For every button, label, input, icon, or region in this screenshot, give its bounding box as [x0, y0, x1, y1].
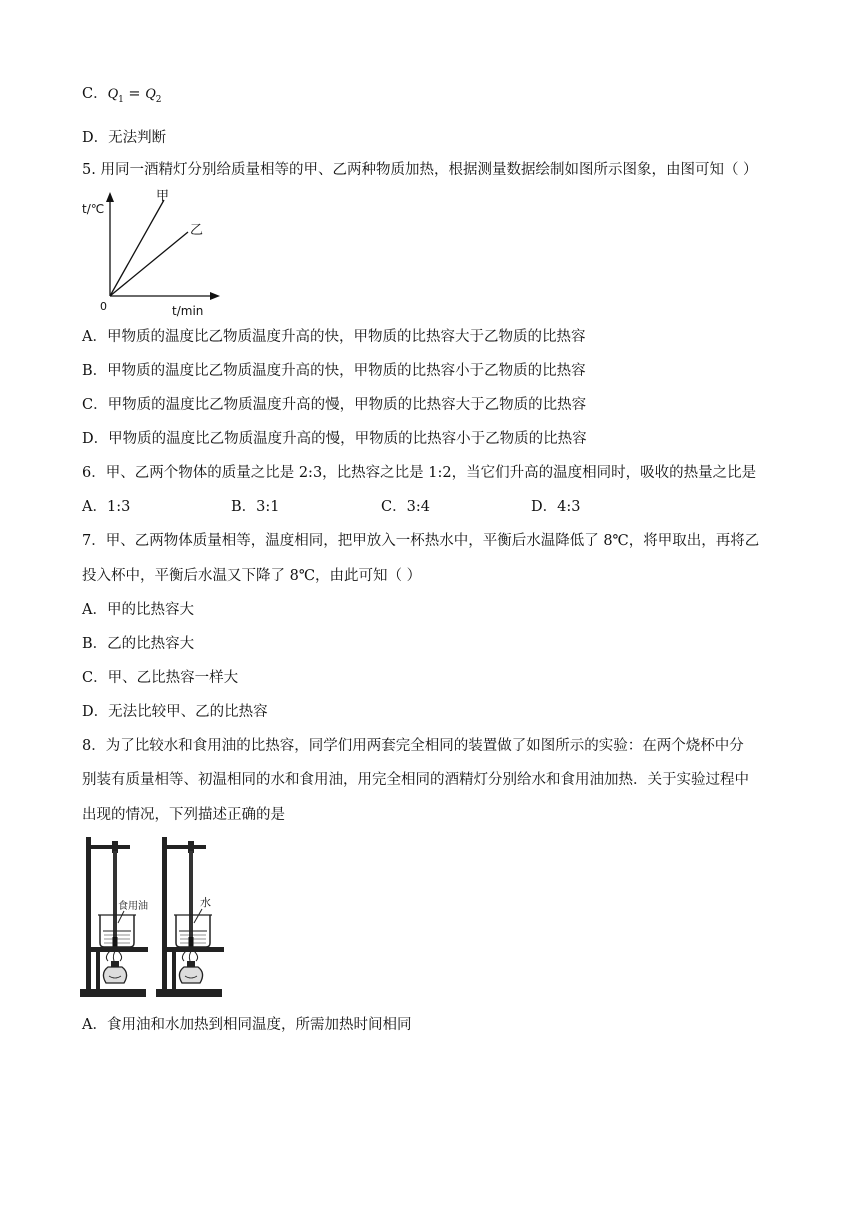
q7-option-c: C．甲、乙比热容一样大	[82, 670, 239, 686]
graph-xlabel: t/min	[172, 304, 204, 318]
q8-stem-line2: 别装有质量相等、初温相同的水和食用油，用完全相同的酒精灯分别给水和食用油加热．关于实验过程中	[82, 772, 749, 788]
q7-option-d: D．无法比较甲、乙的比热容	[82, 704, 268, 720]
q6-option-c: C．3:4	[381, 499, 430, 515]
line-yi	[110, 232, 188, 296]
line-jia	[110, 200, 164, 296]
q6-stem: 6．甲、乙两个物体的质量之比是 2:3，比热容之比是 1:2，当它们升高的温度相同时，吸收的热量之比是	[82, 465, 757, 481]
q5-stem: 5. 用同一酒精灯分别给质量相等的甲、乙两种物质加热，根据测量数据绘制如图所示图象，由图可知（ ）	[82, 162, 758, 178]
q5-option-c: C．甲物质的温度比乙物质温度升高的慢，甲物质的比热容大于乙物质的比热容	[82, 397, 587, 413]
q4-option-c: C．$Q_1 = Q_2$	[82, 86, 162, 105]
q6-option-b: B．3:1	[231, 499, 280, 515]
q7-option-b: B．乙的比热容大	[82, 636, 195, 652]
y-axis-arrow	[106, 192, 114, 202]
apparatus-water	[156, 837, 224, 997]
q8-stem-line1: 8．为了比较水和食用油的比热容，同学们用两套完全相同的装置做了如图所示的实验：在两个烧杯中分	[82, 738, 744, 754]
q7-stem-line2: 投入杯中，平衡后水温又下降了 8℃，由此可知（ ）	[82, 568, 422, 584]
graph-label-yi: 乙	[190, 223, 204, 238]
label-water: 水	[200, 896, 211, 909]
q5-temperature-time-graph	[80, 186, 230, 321]
graph-label-jia: 甲	[156, 189, 170, 204]
q7-stem-line1: 7．甲、乙两物体质量相等，温度相同，把甲放入一杯热水中，平衡后水温降低了 8℃，将甲取出，再将乙	[82, 533, 760, 549]
x-axis-arrow	[210, 292, 220, 300]
q6-option-d: D．4:3	[531, 499, 581, 515]
label-oil: 食用油	[118, 901, 148, 912]
q5-option-b: B．甲物质的温度比乙物质温度升高的快，甲物质的比热容小于乙物质的比热容	[82, 363, 586, 379]
q8-option-a: A．食用油和水加热到相同温度，所需加热时间相同	[82, 1017, 412, 1033]
q7-option-a: A．甲的比热容大	[82, 602, 194, 618]
graph-origin: 0	[100, 300, 107, 313]
graph-ylabel: t/℃	[82, 202, 105, 216]
q8-stem-line3: 出现的情况，下列描述正确的是	[82, 807, 285, 823]
q5-option-a: A．甲物质的温度比乙物质温度升高的快，甲物质的比热容大于乙物质的比热容	[82, 329, 586, 345]
apparatus-oil	[80, 837, 148, 997]
q5-option-d: D．甲物质的温度比乙物质温度升高的慢，甲物质的比热容小于乙物质的比热容	[82, 431, 587, 447]
q8-experiment-apparatus-figure	[78, 833, 228, 1001]
q6-option-a: A．1:3	[82, 499, 131, 515]
q4-option-d: D．无法判断	[82, 130, 167, 146]
